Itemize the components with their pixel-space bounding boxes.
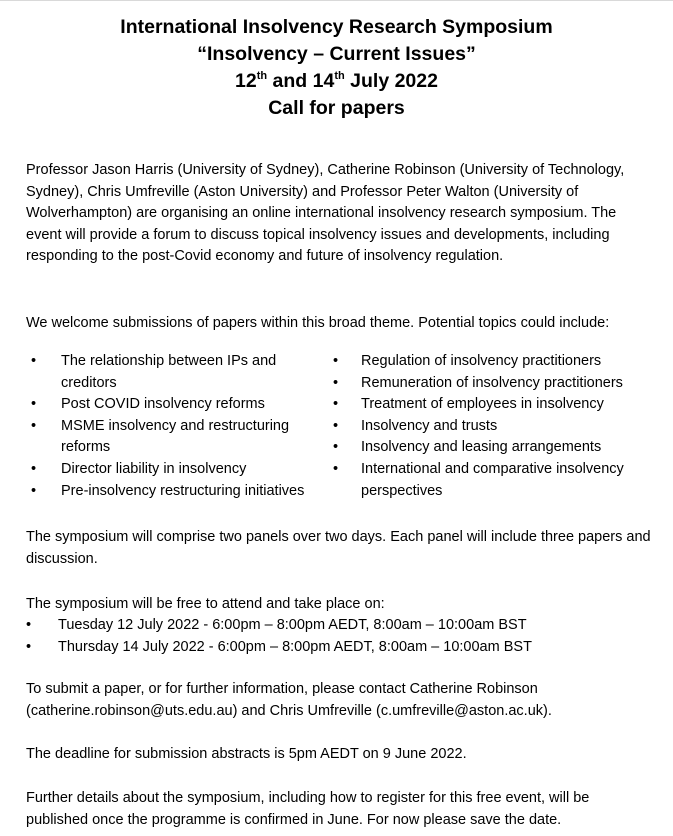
list-item xyxy=(333,416,653,438)
intro-paragraph: Professor Jason Harris (University of Sydney), Catherine Robinson (University of Technology, Sydney), Chris Umfreville (Aston University) and Professor Peter Walton (University of Wolverhampton) are organising an online international insolvency research symposium. The event will provide a forum to discuss topical insolvency issues and developments, including responding to the post-Covid economy and future of insolvency regulation. xyxy=(26,162,625,265)
deadline-paragraph: The deadline for submission abstracts is 5pm AEDT on 9 June 2022. xyxy=(26,746,467,762)
bullet-icon: • xyxy=(333,460,339,477)
dates-list xyxy=(26,615,651,658)
date-and: and xyxy=(267,70,313,92)
call-for-papers-heading: Call for papers xyxy=(268,97,405,119)
date-suffix-2: th xyxy=(334,69,345,82)
bullet-icon: • xyxy=(31,460,37,477)
symposium-subtitle: “Insolvency – Current Issues” xyxy=(197,43,476,65)
list-item-text: Tuesday 12 July 2022 - 6:00pm – 8:00pm AEDT, 8:00am – 10:00am BST xyxy=(58,617,527,633)
list-item-text: Director liability in insolvency xyxy=(61,460,247,477)
bullet-icon: • xyxy=(31,417,37,434)
panels-paragraph: The symposium will comprise two panels over two days. Each panel will include three papers and discussion. xyxy=(26,529,651,567)
list-item-text: Treatment of employees in insolvency xyxy=(361,396,604,413)
topics-right-column xyxy=(333,351,653,502)
list-item xyxy=(333,351,653,373)
list-item xyxy=(31,351,321,394)
list-item-text: Insolvency and leasing arrangements xyxy=(361,439,602,456)
document-header xyxy=(0,14,673,122)
bullet-icon: • xyxy=(26,617,32,633)
list-item xyxy=(31,459,321,481)
list-item-text: Insolvency and trusts xyxy=(361,417,498,434)
date-day-1: 12 xyxy=(235,70,257,92)
list-item xyxy=(333,394,653,416)
date-suffix-1: th xyxy=(256,69,268,82)
list-item xyxy=(26,637,651,659)
list-item xyxy=(333,373,653,395)
date-rest: July 2022 xyxy=(344,70,438,92)
list-item-text: International and comparative insolvency perspectives xyxy=(361,460,624,499)
topics-left-column xyxy=(31,351,321,502)
list-item xyxy=(26,615,651,637)
list-item xyxy=(333,459,653,502)
list-item xyxy=(31,416,321,459)
list-item-text: Pre-insolvency restructuring initiatives xyxy=(61,482,305,499)
bullet-icon: • xyxy=(26,638,32,655)
list-item xyxy=(31,394,321,416)
bullet-icon: • xyxy=(333,417,339,434)
welcome-paragraph: We welcome submissions of papers within this broad theme. Potential topics could include: xyxy=(26,315,610,331)
bullet-icon: • xyxy=(31,482,37,499)
bullet-icon: • xyxy=(333,374,339,391)
contact-paragraph: To submit a paper, or for further information, please contact Catherine Robinson (catherine.robinson@uts.edu.au) and Chris Umfreville (c.umfreville@aston.ac.uk). xyxy=(26,681,552,719)
list-item-text: Regulation of insolvency practitioners xyxy=(361,353,602,369)
list-item-text: Remuneration of insolvency practitioners xyxy=(361,374,623,391)
bullet-icon: • xyxy=(31,353,37,369)
list-item-text: Post COVID insolvency reforms xyxy=(61,396,265,413)
page-top-border xyxy=(0,0,673,1)
free-attend-paragraph: The symposium will be free to attend and take place on: xyxy=(26,596,385,612)
symposium-dates xyxy=(0,68,673,95)
bullet-icon: • xyxy=(333,353,339,369)
date-day-2: 14 xyxy=(312,70,335,92)
symposium-title: International Insolvency Research Symposium xyxy=(120,16,553,38)
bullet-icon: • xyxy=(333,396,339,413)
list-item-text: The relationship between IPs and creditors xyxy=(61,353,277,391)
list-item-text: Thursday 14 July 2022 - 6:00pm – 8:00pm AEDT, 8:00am – 10:00am BST xyxy=(58,638,532,655)
list-item xyxy=(31,481,321,503)
list-item-text: MSME insolvency and restructuring reforms xyxy=(61,417,290,456)
list-item xyxy=(333,437,653,459)
bullet-icon: • xyxy=(31,396,37,413)
bullet-icon: • xyxy=(333,439,339,456)
further-details-paragraph: Further details about the symposium, including how to register for this free event, will be published once the programme is confirmed in June. For now please save the date. xyxy=(26,790,590,828)
